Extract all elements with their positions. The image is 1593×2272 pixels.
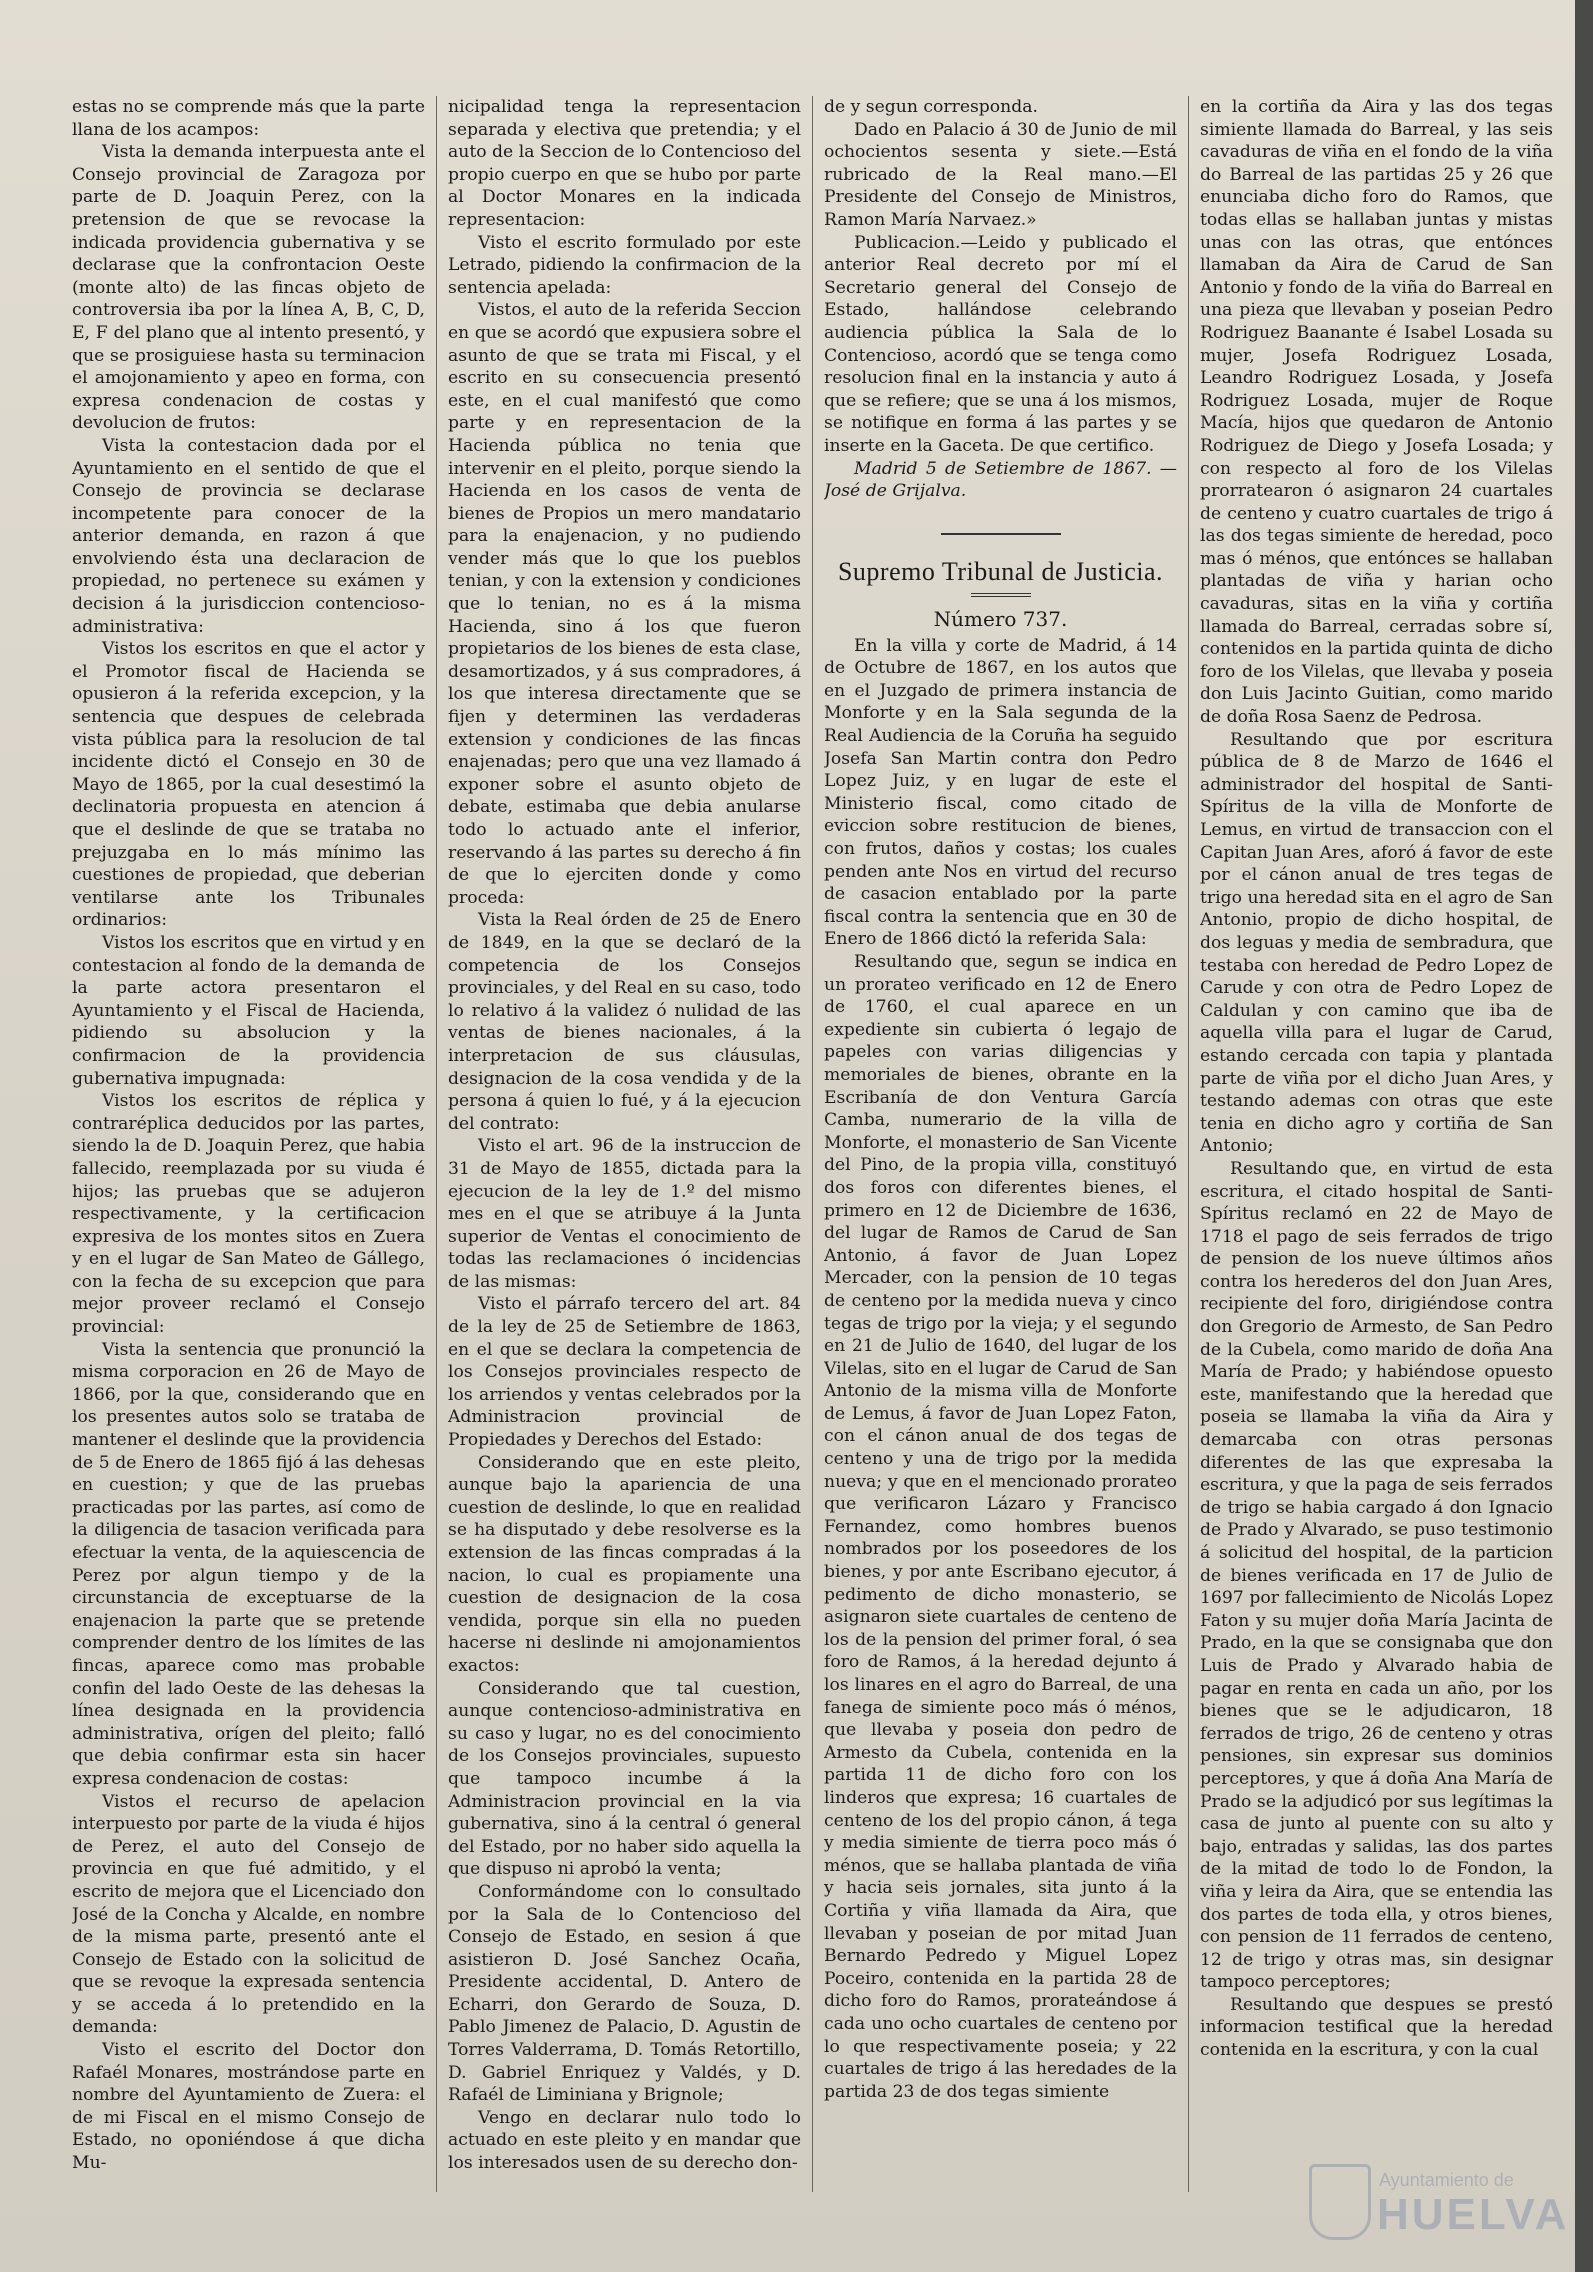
paragraph: Visto el escrito formulado por este Letrado, pidiendo la confirmacion de la sentencia apelada:	[448, 232, 801, 298]
paragraph: Vista la demanda interpuesta ante el Consejo provincial de Zaragoza por parte de D. Joaquin Perez, con la pretension de que se revocase la indicada providencia gubernativa y se declarase que la confrontacion Oeste (monte alto) de las fincas objeto de controversia iba por la línea A, B, C, D, E, F del plano que al intento presentó, y que se prosiguiese hasta su terminacion el amojonamiento y apeo en forma, con expresa condenacion de costas y devolucion de frutos:	[72, 142, 425, 434]
paragraph: En la villa y corte de Madrid, á 14 de Octubre de 1867, en los autos que en el Juzgado de primera instancia de Monforte y en la Sala segunda de la Real Audiencia de la Coruña ha seguido Josefa San Martin contra don Pedro Lopez Juiz, y en lugar de este el Ministerio fiscal, como citado de eviccion sobre restitucion de bienes, con frutos, daños y costas; los cuales penden ante Nos en virtud del recurso de casacion entablado por la parte fiscal contra la sentencia que en 30 de Enero de 1866 dictó la referida Sala:	[824, 635, 1177, 950]
paragraph: Vistos, el auto de la referida Seccion en que se acordó que expusiera sobre el asunto de que se trata mi Fiscal, y el escrito en su consecuencia presentó este, en el cual manifestó que como parte y en representacion de la Hacienda pública no tenia que intervenir en el pleito, porque siendo la Hacienda en los casos de venta de bienes de Propios un mero mandatario para la enajenacion, y no pudiendo vender más que lo que los pueblos tenian, y con la extension y condiciones que lo tenian, no es á la misma Hacienda, sino á los que fueron propietarios de los bienes de esta clase, desamortizados, y á sus compradores, á los que interesa directamente que se fijen y determinen las verdaderas extension y condiciones de las fincas enajenadas; pero que una vez llamado á exponer sobre el asunto objeto de debate, estimaba que debia anularse todo lo actuado ante el inferior, reservando á las partes su derecho á fin de que lo ejerciten donde y como proceda:	[448, 300, 801, 908]
paragraph: Considerando que tal cuestion, aunque contencioso-administrativa en su caso y lugar, no es del conocimiento de los Consejos provinciales, supuesto que tampoco incumbe á la Administracion provincial en la via gubernativa, sino á la central ó general del Estado, por no haber sido aquella la que dispuso ni aprobó la venta;	[448, 1678, 801, 1880]
paragraph: Visto el párrafo tercero del art. 84 de la ley de 25 de Setiembre de 1863, en el que se declara la competencia de los Consejos provinciales respecto de los arriendos y ventas celebrados por la Administracion provincial de Propiedades y Derechos del Estado:	[448, 1294, 801, 1451]
paragraph: de y segun corresponda.	[824, 97, 1038, 117]
column-rule	[1188, 96, 1189, 2192]
paragraph: Vista la sentencia que pronunció la misma corporacion en 26 de Mayo de 1866, por la que, considerando que en los presentes autos solo se trataba de mantener el deslinde que la providencia de 5 de Enero de 1865 fijó á las dehesas en cuestion; y que de las pruebas practicadas por las partes, así como de la diligencia de tasacion verificada para efectuar la venta, de la aquiescencia de Perez por algun tiempo y de la circunstancia de exceptuarse de la enajenacion la parte que se pretende comprender dentro de los límites de las fincas, aparece como mas probable confin del lado Oeste de las dehesas la línea designada en la providencia administrativa, orígen del pleito; falló que debia confirmar esta sin hacer expresa condenacion de costas:	[72, 1339, 425, 1789]
paragraph: nicipalidad tenga la representacion separada y electiva que pretendia; y el auto de la Seccion de lo Contencioso del propio cuerpo en que se hubo por parte al Doctor Monares en la indicada representacion:	[448, 97, 801, 230]
paragraph: estas no se comprende más que la parte llana de los acampos:	[72, 97, 425, 140]
column-rule	[436, 96, 437, 2192]
paragraph: Conformándome con lo consultado por la Sala de lo Contencioso del Consejo de Estado, en sesion á que asistieron D. José Sanchez Ocaña, Presidente accidental, D. Antero de Echarri, don Gerardo de Souza, D. Pablo Jimenez de Palacio, D. Agustin de Torres Valderrama, D. Tomás Retortillo, D. Gabriel Enriquez y Valdés, y D. Rafaél de Liminiana y Brignole;	[448, 1881, 801, 2106]
paragraph: Resultando que, segun se indica en un prorateo verificado en 12 de Enero de 1760, el cual aparece en un expediente sin cubierta ó legajo de papeles con varias diligencias y memoriales de bienes, obrante en la Escribanía de don Ventura García Camba, numerario de la villa de Monforte, el monasterio de San Vicente del Pino, de la propia villa, constituyó dos foros con diferentes bienes, el primero en 12 de Diciembre de 1636, del lugar de Ramos de Carud de San Antonio, á favor de Juan Lopez Mercader, con la pension de 10 tegas de centeno por la medida nueva y cinco tegas de trigo por la vieja; y el segundo en 21 de Julio de 1640, del lugar de los Vilelas, sito en el lugar de Carud de San Antonio de la misma villa de Monforte de Lemus, á favor de Juan Lopez Faton, con el cánon anual de dos tegas de centeno y una de trigo por la medida nueva; y que en el mencionado prorateo que verificaron Lázaro y Francisco Fernandez, como hombres buenos nombrados por los poseedores de los bienes, y por ante Escribano ejecutor, á pedimento de dicho monasterio, se asignaron siete cuartales de centeno de los de la pension del primer foral, ó sea foro de Ramos, á la heredad dejunto á los linares en el agro do Barreal, de una fanega de simiente poco más ó ménos, que llevaba y poseia don pedro de Armesto da Cubela, contenida en la partida 11 de dicho foro con los linderos que expresa; 16 cuartales de centeno de los del propio cánon, á tega y media simiente de tierra poco más ó ménos, que se hallaba plantada de viña y hacia seis jornales, sita junto á la Cortiña y viña llamada da Aira, que llevaban y poseian de por mitad Juan Bernardo Pedredo y Miguel Lopez Poceiro, contenida en la partida 28 de dicho foro do Ramos, prorateándose á cada uno ocho cuartales de centeno por lo que respectivamente poseia; y 22 cuartales de trigo á las heredades de la partida 23 de dos tegas simiente	[824, 952, 1177, 2102]
paragraph: Publicacion.—Leido y publicado el anterior Real decreto por mí el Secretario general del Consejo de Estado, hallándose celebrando audiencia pública la Sala de lo Contencioso, acordó que se tenga como resolucion final en la instancia y auto á que se refiere; que se una á los mismos, se notifique en forma á las partes y se inserte en la Gaceta. De que certifico.	[824, 232, 1177, 456]
column-4	[1200, 96, 1553, 2192]
paragraph: Resultando que despues se prestó informacion testifical que la heredad contenida en la escritura, y con la cual	[1200, 1994, 1553, 2061]
page-edge	[1575, 0, 1593, 2272]
case-number: Número 737.	[933, 606, 1068, 631]
paragraph: Vista la Real órden de 25 de Enero de 1849, en la que se declaró de la competencia de los Consejos provinciales, y del Real en su caso, todo lo relativo á la validez ó nulidad de las ventas de bienes nacionales, á la interpretacion de sus cláusulas, designacion de la cosa vendida y de la persona á quien lo fué, y á la ejecucion del contrato:	[448, 910, 801, 1134]
paragraph: Vistos los escritos que en virtud y en contestacion al fondo de la demanda de la parte actora presentaron el Ayuntamiento y el Fiscal de Hacienda, pidiendo su absolucion y la confirmacion de la providencia gubernativa impugnada:	[72, 932, 425, 1089]
section-separator	[941, 533, 1061, 535]
paragraph: Vistos el recurso de apelacion interpuesto por parte de la viuda é hijos de Perez, el auto del Consejo de provincia en que fué admitido, y el escrito de mejora que el Licenciado don José de la Concha y Alcalde, en nombre de la misma parte, presentó ante el Consejo de Estado con la solicitud de que se revoque la expresada sentencia y se acceda á lo pretendido en la demanda:	[72, 1791, 425, 2038]
watermark-line-1: Ayuntamiento de	[1379, 2170, 1514, 2190]
column-3	[824, 96, 1177, 2192]
paragraph: Vistos los escritos de réplica y contraréplica deducidos por las partes, siendo la de D. Joaquin Perez, que habia fallecido, reemplazada por su viuda é hijos; las pruebas que se adujeron respectivamente, y la certificacion expresiva de los montes sitos en Zuera y en el lugar de San Mateo de Gállego, con la fecha de su excepcion que para mejor proveer reclamó el Consejo provincial:	[72, 1091, 425, 1338]
paragraph: en la cortiña da Aira y las dos tegas simiente llamada do Barreal, y las seis cavaduras de viña en el fondo de la viña do Barreal de las partidas 25 y 26 que enunciaba dicho foro do Ramos, que todas ellas se hallaban juntas y mistas unas con las otras, que entónces llamaban da Aira de Carud de San Antonio y fondo de la viña do Barreal en una pieza que llevaban y poseian Pedro Rodriguez Baanante é Isabel Losada su mujer, Josefa Rodriguez Losada, Leandro Rodriguez Losada, y Josefa Rodriguez Losada, mujer de Roque Macía, hijos que quedaron de Antonio Rodriguez de Diego y Josefa Losada; y con respecto al foro de los Vilelas prorratearon ó asignaron 24 cuartales de centeno y cuatro cuartales de trigo á las dos tegas simiente de heredad, poco mas ó ménos, que entónces se hallaban plantadas de viña y harian ocho cavaduras, sitas en la viña y cortiña llamada do Barreal, cerradas sobre sí, contenidos en la partida quinta de dicho foro de los Vilelas, que llevaba y poseia don Luis Jacinto Guitian, como marido de doña Rosa Saenz de Pedrosa.	[1200, 97, 1553, 728]
paragraph: Dado en Palacio á 30 de Junio de mil ochocientos sesenta y siete.—Está rubricado de la Real mano.—El Presidente del Consejo de Ministros, Ramon María Narvaez.»	[824, 119, 1177, 230]
archive-watermark	[1309, 2156, 1570, 2246]
paragraph: Considerando que en este pleito, aunque bajo la apariencia de una cuestion de deslinde, lo que en realidad se ha disputado y debe resolverse es la extension de las fincas compradas á la nacion, lo cual es propiamente una cuestion de designacion de la cosa vendida, porque sin ella no pueden hacerse ni deslinde ni amojonamientos exactos:	[448, 1452, 801, 1676]
section-title: Supremo Tribunal de Justicia.	[837, 556, 1164, 586]
paragraph: Vista la contestacion dada por el Ayuntamiento en el sentido de que el Consejo de provincia se declarase incompetente para conocer de la anterior demanda, en razon á que envolviendo ésta una declaracion de propiedad, no pertenece su exámen y decision á la jurisdiccion contencioso-administrativa:	[72, 435, 425, 637]
title-rule	[971, 593, 1031, 597]
paragraph: Resultando que, en virtud de esta escritura, el citado hospital de Santi-Spíritus reclamó en 22 de Mayo de 1718 el pago de seis ferrados de trigo de pension de los nueve últimos años contra los herederos del don Juan Ares, recipiente del foro, dirigiéndose contra don Gregorio de Armesto, de San Pedro de la Cubela, como marido de doña Ana María de Prado; y habiéndose opuesto este, manifestando que la heredad que poseia se llamaba la viña da Aira y demarcaba con otras personas diferentes de las que expresaba la escritura, y que la paga de seis ferrados de trigo se habia cargado á don Ignacio de Prado y Alvarado, se puso testimonio á solicitud del hospital, de la particion de bienes verificada en 17 de Julio de 1697 por fallecimiento de Nicolás Lopez Faton y su mujer doña María Jacinta de Prado, en la que se consignaba que don Luis de Prado y Alvarado habia de pagar en renta en cada un año, por los bienes que se le adjudicaron, 18 ferrados de trigo, 26 de centeno y otras pensiones, sin expresar sus dominios perceptores, y que á doña Ana María de Prado se la adjudicó por sus legítimas la casa de junto al puente con su alto y bajo, entradas y salidas, las dos partes de la mitad de todo lo de Fondon, la viña y leira da Aira, que se entendia las dos partes de toda ella, y otros bienes, con pension de 11 ferrados de centeno, 12 de trigo y otras mas, sin designar tampoco perceptores;	[1200, 1158, 1553, 1993]
column-2	[448, 96, 801, 2192]
column-1	[72, 96, 425, 2192]
paragraph: Visto el escrito del Doctor don Rafaél Monares, mostrándose parte en nombre del Ayuntamiento de Zuera: el de mi Fiscal en el mismo Consejo de Estado, no oponiéndose á que dicha Mu-	[72, 2040, 425, 2174]
shield-icon	[1309, 2164, 1371, 2240]
signature-line: Madrid 5 de Setiembre de 1867. — José de Grijalva.	[824, 458, 1177, 502]
paragraph: Visto el art. 96 de la instruccion de 31 de Mayo de 1855, dictada para la ejecucion de la ley de 1.º del mismo mes en el que se atribuye á la Junta superior de Ventas el conocimiento de todas las reclamaciones ó incidencias de las mismas:	[448, 1136, 801, 1292]
column-rule	[812, 96, 813, 2192]
paragraph: Resultando que por escritura pública de 8 de Marzo de 1646 el administrador del hospital de Santi-Spíritus de la villa de Monforte de Lemus, en virtud de transaccion con el Capitan Juan Ares, aforó á favor de este por el cánon anual de tres tegas de trigo una heredad sita en el agro de San Antonio, propio de dicho hospital, de dos leguas y media de sembradura, que testaba con heredad de Pedro Lopez de Carude y con otra de Pedro Lopez de Caldulan y con camino que iba de aquella villa para el lugar de Carud, estando cercada con tapia y plantada parte de viña por el dicho Juan Ares, y testando ademas con otras que este tenia en dicho agro y cortiña de San Antonio;	[1200, 729, 1553, 1157]
paragraph: Vengo en declarar nulo todo lo actuado en este pleito y en mandar que los interesados usen de su derecho don-	[448, 2107, 801, 2174]
paragraph: Vistos los escritos en que el actor y el Promotor fiscal de Hacienda se opusieron á la referida excepcion, y la sentencia que despues de celebrada vista pública para la resolucion de tal incidente dictó el Consejo en 30 de Mayo de 1865, por la cual desestimó la declinatoria propuesta en atencion á que el deslinde de que se trataba no prejuzgaba en lo más mínimo las cuestiones de propiedad, que deberian ventilarse ante los Tribunales ordinarios:	[72, 639, 425, 931]
watermark-line-2: HUELVA	[1377, 2190, 1570, 2239]
